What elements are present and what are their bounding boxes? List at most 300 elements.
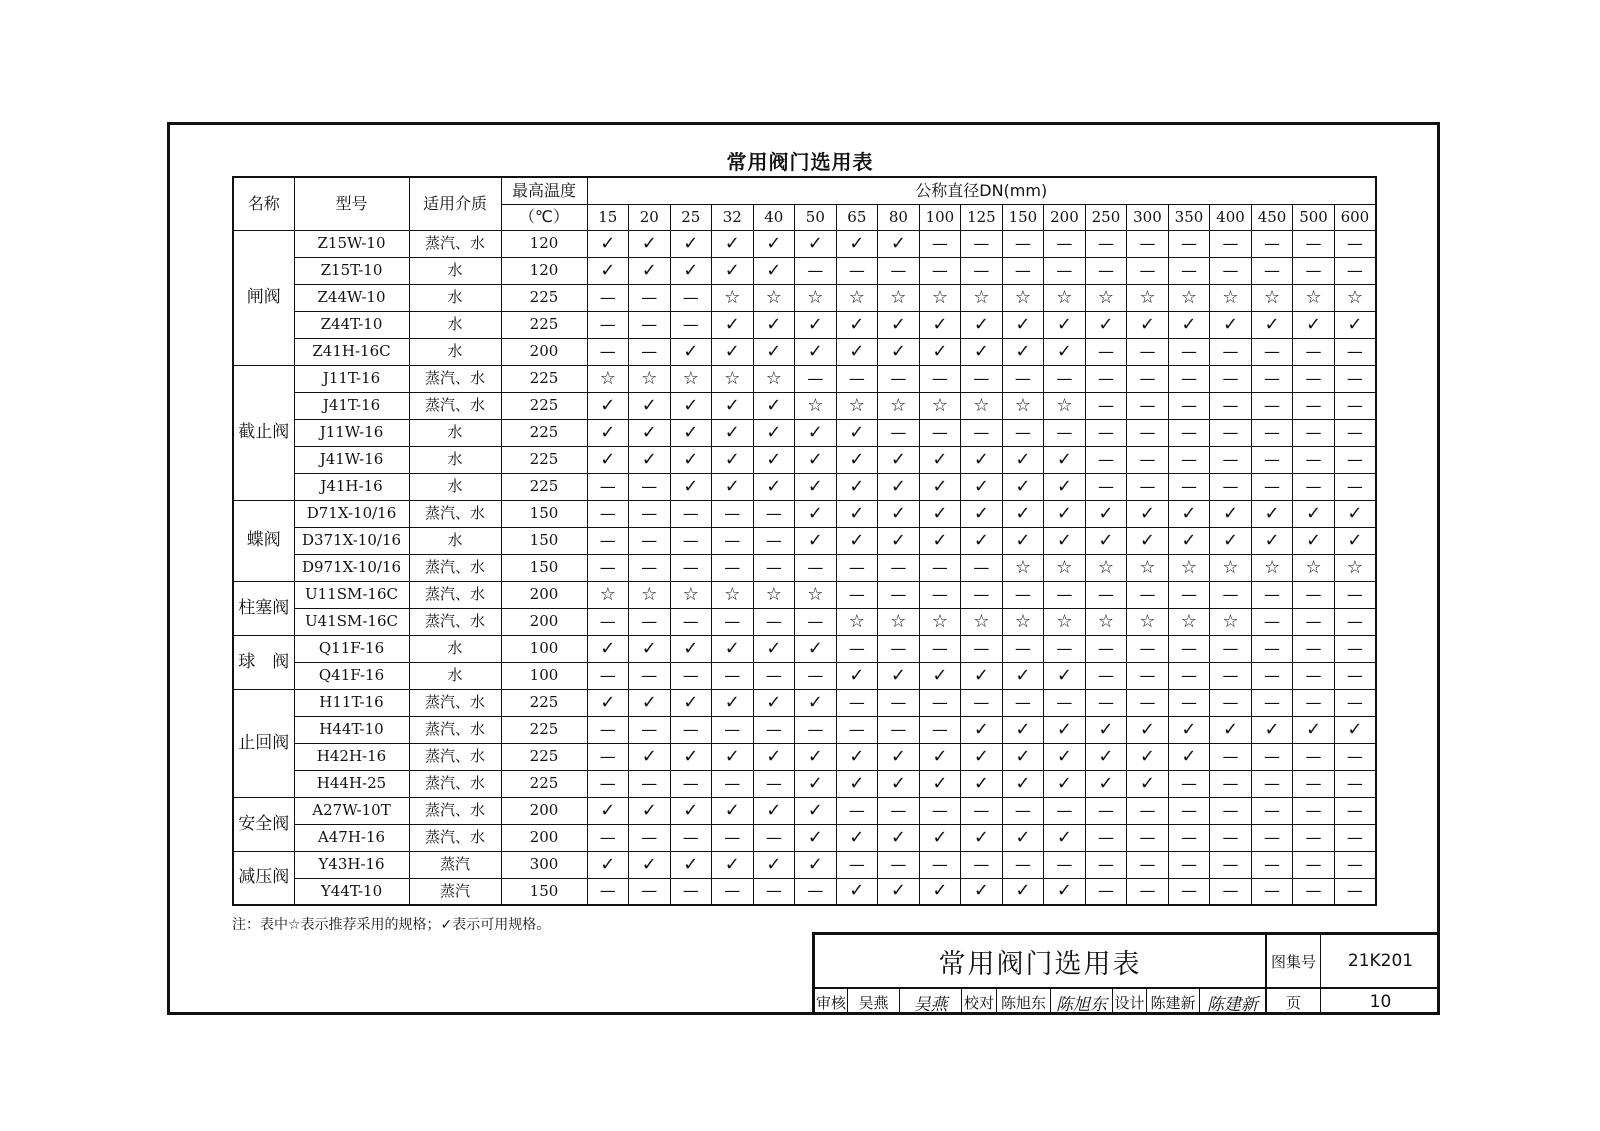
- page-number: 10: [1369, 992, 1392, 1012]
- valve-model: A27W-10T: [294, 797, 409, 824]
- recommended-mark: ☆: [1334, 284, 1376, 311]
- header-max-temp-unit: （℃）: [501, 204, 587, 230]
- available-mark: ✓: [670, 689, 712, 716]
- not-applicable-mark: —: [1210, 581, 1252, 608]
- recommended-mark: ☆: [753, 365, 795, 392]
- not-applicable-mark: —: [795, 662, 837, 689]
- valve-medium: 蒸汽、水: [409, 554, 501, 581]
- not-applicable-mark: —: [1085, 581, 1127, 608]
- not-applicable-mark: —: [1127, 392, 1169, 419]
- not-applicable-mark: —: [1334, 338, 1376, 365]
- valve-model: D71X-10/16: [294, 500, 409, 527]
- valve-medium: 蒸汽、水: [409, 608, 501, 635]
- not-applicable-mark: —: [1334, 797, 1376, 824]
- dn-size-header: 15: [587, 204, 629, 230]
- available-mark: ✓: [587, 392, 629, 419]
- table-row: [233, 635, 1376, 662]
- not-applicable-mark: —: [1085, 230, 1127, 257]
- not-applicable-mark: —: [1251, 770, 1293, 797]
- review-label: 审核: [815, 989, 848, 1015]
- available-mark: ✓: [712, 230, 754, 257]
- valve-model: J41T-16: [294, 392, 409, 419]
- valve-type-name: 减压阀: [233, 851, 294, 905]
- not-applicable-mark: —: [753, 824, 795, 851]
- available-mark: ✓: [1127, 770, 1169, 797]
- valve-max-temp: 225: [501, 689, 587, 716]
- not-applicable-mark: —: [1334, 365, 1376, 392]
- valve-model: H44H-25: [294, 770, 409, 797]
- not-applicable-mark: —: [1127, 824, 1169, 851]
- available-mark: ✓: [1168, 500, 1210, 527]
- header-medium: 适用介质: [409, 177, 501, 230]
- available-mark: ✓: [836, 662, 878, 689]
- not-applicable-mark: —: [587, 554, 629, 581]
- valve-max-temp: 225: [501, 419, 587, 446]
- recommended-mark: ☆: [587, 365, 629, 392]
- not-applicable-mark: —: [1251, 365, 1293, 392]
- available-mark: ✓: [1085, 311, 1127, 338]
- dn-size-header: 32: [712, 204, 754, 230]
- not-applicable-mark: —: [1127, 230, 1169, 257]
- available-mark: ✓: [1002, 716, 1044, 743]
- available-mark: ✓: [878, 743, 920, 770]
- design-label: 设计: [1113, 989, 1147, 1015]
- not-applicable-mark: —: [670, 554, 712, 581]
- table-row: [233, 527, 1376, 554]
- not-applicable-mark: —: [712, 824, 754, 851]
- valve-type-name: 安全阀: [233, 797, 294, 851]
- not-applicable-mark: —: [961, 419, 1003, 446]
- table-row: [233, 662, 1376, 689]
- not-applicable-mark: —: [1127, 797, 1169, 824]
- not-applicable-mark: —: [1293, 419, 1335, 446]
- not-applicable-mark: —: [1044, 230, 1086, 257]
- not-applicable-mark: —: [919, 554, 961, 581]
- not-applicable-mark: —: [878, 365, 920, 392]
- available-mark: ✓: [753, 797, 795, 824]
- not-applicable-mark: —: [1251, 446, 1293, 473]
- not-applicable-mark: —: [1293, 635, 1335, 662]
- valve-max-temp: 120: [501, 257, 587, 284]
- checker-signature: 陈旭东: [1051, 989, 1113, 1015]
- not-applicable-mark: —: [1168, 473, 1210, 500]
- available-mark: ✓: [712, 851, 754, 878]
- not-applicable-mark: —: [1210, 473, 1252, 500]
- available-mark: ✓: [961, 743, 1003, 770]
- valve-medium: 蒸汽、水: [409, 743, 501, 770]
- not-applicable-mark: —: [1251, 230, 1293, 257]
- available-mark: ✓: [1002, 662, 1044, 689]
- available-mark: ✓: [1168, 527, 1210, 554]
- available-mark: ✓: [1210, 500, 1252, 527]
- not-applicable-mark: —: [1293, 473, 1335, 500]
- not-applicable-mark: —: [1210, 257, 1252, 284]
- recommended-mark: ☆: [1002, 608, 1044, 635]
- available-mark: ✓: [1002, 446, 1044, 473]
- not-applicable-mark: —: [1168, 338, 1210, 365]
- available-mark: ✓: [1002, 743, 1044, 770]
- not-applicable-mark: —: [961, 581, 1003, 608]
- recommended-mark: ☆: [1334, 554, 1376, 581]
- not-applicable-mark: —: [629, 662, 671, 689]
- recommended-mark: ☆: [1002, 284, 1044, 311]
- not-applicable-mark: —: [1168, 878, 1210, 905]
- available-mark: ✓: [1127, 527, 1169, 554]
- not-applicable-mark: —: [1251, 851, 1293, 878]
- recommended-mark: ☆: [878, 284, 920, 311]
- available-mark: ✓: [961, 527, 1003, 554]
- not-applicable-mark: —: [1127, 878, 1169, 905]
- check-label: 校对: [962, 989, 997, 1015]
- valve-medium: 水: [409, 635, 501, 662]
- not-applicable-mark: —: [795, 878, 837, 905]
- available-mark: ✓: [1085, 770, 1127, 797]
- not-applicable-mark: —: [1002, 581, 1044, 608]
- not-applicable-mark: —: [1127, 581, 1169, 608]
- valve-medium: 水: [409, 257, 501, 284]
- valve-type-name: 球 阀: [233, 635, 294, 689]
- valve-medium: 水: [409, 446, 501, 473]
- recommended-mark: ☆: [1044, 554, 1086, 581]
- available-mark: ✓: [1085, 500, 1127, 527]
- available-mark: ✓: [1002, 500, 1044, 527]
- table-row: [233, 824, 1376, 851]
- page-label: 页: [1267, 989, 1321, 1015]
- available-mark: ✓: [629, 635, 671, 662]
- not-applicable-mark: —: [836, 689, 878, 716]
- valve-selection-table: [232, 176, 1377, 906]
- recommended-mark: ☆: [878, 392, 920, 419]
- table-row: [233, 230, 1376, 257]
- valve-model: U41SM-16C: [294, 608, 409, 635]
- not-applicable-mark: —: [1002, 635, 1044, 662]
- available-mark: ✓: [753, 257, 795, 284]
- available-mark: ✓: [1044, 743, 1086, 770]
- recommended-mark: ☆: [670, 365, 712, 392]
- not-applicable-mark: —: [670, 662, 712, 689]
- available-mark: ✓: [795, 635, 837, 662]
- available-mark: ✓: [795, 527, 837, 554]
- not-applicable-mark: —: [961, 851, 1003, 878]
- recommended-mark: ☆: [587, 581, 629, 608]
- not-applicable-mark: —: [1210, 824, 1252, 851]
- not-applicable-mark: —: [1085, 473, 1127, 500]
- not-applicable-mark: —: [1168, 581, 1210, 608]
- available-mark: ✓: [1334, 311, 1376, 338]
- dn-size-header: 450: [1251, 204, 1293, 230]
- recommended-mark: ☆: [712, 581, 754, 608]
- not-applicable-mark: —: [1044, 689, 1086, 716]
- not-applicable-mark: —: [1210, 338, 1252, 365]
- not-applicable-mark: —: [919, 689, 961, 716]
- available-mark: ✓: [753, 311, 795, 338]
- table-row: [233, 284, 1376, 311]
- not-applicable-mark: —: [1334, 419, 1376, 446]
- available-mark: ✓: [961, 824, 1003, 851]
- not-applicable-mark: —: [712, 500, 754, 527]
- not-applicable-mark: —: [836, 581, 878, 608]
- available-mark: ✓: [1002, 878, 1044, 905]
- recommended-mark: ☆: [1085, 554, 1127, 581]
- available-mark: ✓: [795, 770, 837, 797]
- not-applicable-mark: —: [919, 581, 961, 608]
- not-applicable-mark: —: [712, 527, 754, 554]
- recommended-mark: ☆: [1002, 392, 1044, 419]
- recommended-mark: ☆: [795, 392, 837, 419]
- not-applicable-mark: —: [1085, 365, 1127, 392]
- not-applicable-mark: —: [629, 311, 671, 338]
- available-mark: ✓: [878, 527, 920, 554]
- available-mark: ✓: [753, 230, 795, 257]
- valve-model: Z44T-10: [294, 311, 409, 338]
- not-applicable-mark: —: [1251, 608, 1293, 635]
- valve-max-temp: 225: [501, 473, 587, 500]
- available-mark: ✓: [961, 311, 1003, 338]
- not-applicable-mark: —: [670, 527, 712, 554]
- not-applicable-mark: —: [587, 662, 629, 689]
- table-row: [233, 770, 1376, 797]
- recommended-mark: ☆: [878, 608, 920, 635]
- available-mark: ✓: [919, 311, 961, 338]
- not-applicable-mark: —: [795, 365, 837, 392]
- not-applicable-mark: —: [1251, 743, 1293, 770]
- not-applicable-mark: —: [1127, 257, 1169, 284]
- not-applicable-mark: —: [1085, 446, 1127, 473]
- not-applicable-mark: —: [753, 662, 795, 689]
- not-applicable-mark: —: [1127, 662, 1169, 689]
- available-mark: ✓: [712, 743, 754, 770]
- not-applicable-mark: —: [795, 716, 837, 743]
- not-applicable-mark: —: [587, 500, 629, 527]
- valve-model: Z15T-10: [294, 257, 409, 284]
- not-applicable-mark: —: [919, 716, 961, 743]
- not-applicable-mark: —: [587, 770, 629, 797]
- available-mark: ✓: [795, 419, 837, 446]
- not-applicable-mark: —: [1334, 689, 1376, 716]
- available-mark: ✓: [629, 419, 671, 446]
- not-applicable-mark: —: [1251, 473, 1293, 500]
- available-mark: ✓: [919, 500, 961, 527]
- recommended-mark: ☆: [1251, 554, 1293, 581]
- not-applicable-mark: —: [878, 689, 920, 716]
- valve-medium: 蒸汽、水: [409, 365, 501, 392]
- valve-type-name: 闸阀: [233, 230, 294, 365]
- not-applicable-mark: —: [1044, 581, 1086, 608]
- available-mark: ✓: [1044, 446, 1086, 473]
- dn-size-header: 100: [919, 204, 961, 230]
- recommended-mark: ☆: [712, 365, 754, 392]
- valve-type-name: 止回阀: [233, 689, 294, 797]
- available-mark: ✓: [1002, 527, 1044, 554]
- header-model: 型号: [294, 177, 409, 230]
- not-applicable-mark: —: [1002, 257, 1044, 284]
- dn-size-header: 500: [1293, 204, 1335, 230]
- available-mark: ✓: [587, 419, 629, 446]
- not-applicable-mark: —: [1293, 824, 1335, 851]
- not-applicable-mark: —: [836, 716, 878, 743]
- not-applicable-mark: —: [1293, 608, 1335, 635]
- not-applicable-mark: —: [670, 608, 712, 635]
- not-applicable-mark: —: [878, 419, 920, 446]
- not-applicable-mark: —: [1044, 635, 1086, 662]
- available-mark: ✓: [1044, 716, 1086, 743]
- available-mark: ✓: [1044, 473, 1086, 500]
- not-applicable-mark: —: [1085, 662, 1127, 689]
- available-mark: ✓: [1251, 527, 1293, 554]
- valve-model: A47H-16: [294, 824, 409, 851]
- available-mark: ✓: [795, 446, 837, 473]
- not-applicable-mark: —: [1210, 662, 1252, 689]
- available-mark: ✓: [753, 689, 795, 716]
- dn-size-header: 300: [1127, 204, 1169, 230]
- recommended-mark: ☆: [1210, 554, 1252, 581]
- valve-max-temp: 225: [501, 716, 587, 743]
- recommended-mark: ☆: [753, 581, 795, 608]
- available-mark: ✓: [1293, 527, 1335, 554]
- not-applicable-mark: —: [587, 527, 629, 554]
- not-applicable-mark: —: [1251, 419, 1293, 446]
- available-mark: ✓: [753, 446, 795, 473]
- not-applicable-mark: —: [1334, 743, 1376, 770]
- header-name: 名称: [233, 177, 294, 230]
- available-mark: ✓: [878, 662, 920, 689]
- available-mark: ✓: [836, 446, 878, 473]
- valve-model: J41W-16: [294, 446, 409, 473]
- available-mark: ✓: [795, 230, 837, 257]
- not-applicable-mark: —: [629, 338, 671, 365]
- valve-model: U11SM-16C: [294, 581, 409, 608]
- recommended-mark: ☆: [712, 284, 754, 311]
- not-applicable-mark: —: [1002, 689, 1044, 716]
- available-mark: ✓: [1168, 716, 1210, 743]
- not-applicable-mark: —: [961, 554, 1003, 581]
- designer-signature: 陈建新: [1200, 989, 1267, 1015]
- valve-max-temp: 120: [501, 230, 587, 257]
- not-applicable-mark: —: [1085, 689, 1127, 716]
- not-applicable-mark: —: [753, 770, 795, 797]
- not-applicable-mark: —: [1210, 878, 1252, 905]
- available-mark: ✓: [1085, 716, 1127, 743]
- not-applicable-mark: —: [587, 311, 629, 338]
- available-mark: ✓: [919, 770, 961, 797]
- available-mark: ✓: [1002, 473, 1044, 500]
- not-applicable-mark: —: [753, 878, 795, 905]
- valve-max-temp: 225: [501, 392, 587, 419]
- valve-model: D371X-10/16: [294, 527, 409, 554]
- valve-max-temp: 200: [501, 797, 587, 824]
- not-applicable-mark: —: [795, 257, 837, 284]
- not-applicable-mark: —: [1293, 878, 1335, 905]
- not-applicable-mark: —: [1293, 365, 1335, 392]
- dn-size-header: 40: [753, 204, 795, 230]
- not-applicable-mark: —: [1210, 851, 1252, 878]
- available-mark: ✓: [1251, 500, 1293, 527]
- not-applicable-mark: —: [1127, 851, 1169, 878]
- dn-size-header: 25: [670, 204, 712, 230]
- available-mark: ✓: [878, 824, 920, 851]
- not-applicable-mark: —: [1044, 419, 1086, 446]
- valve-medium: 蒸汽、水: [409, 797, 501, 824]
- available-mark: ✓: [919, 338, 961, 365]
- valve-medium: 蒸汽、水: [409, 716, 501, 743]
- not-applicable-mark: —: [753, 716, 795, 743]
- not-applicable-mark: —: [1002, 419, 1044, 446]
- not-applicable-mark: —: [1210, 446, 1252, 473]
- available-mark: ✓: [670, 743, 712, 770]
- not-applicable-mark: —: [1293, 257, 1335, 284]
- available-mark: ✓: [795, 473, 837, 500]
- available-mark: ✓: [836, 473, 878, 500]
- not-applicable-mark: —: [1251, 689, 1293, 716]
- not-applicable-mark: —: [1210, 689, 1252, 716]
- available-mark: ✓: [629, 446, 671, 473]
- available-mark: ✓: [919, 527, 961, 554]
- not-applicable-mark: —: [629, 554, 671, 581]
- recommended-mark: ☆: [1127, 608, 1169, 635]
- available-mark: ✓: [836, 878, 878, 905]
- not-applicable-mark: —: [1251, 824, 1293, 851]
- dn-size-header: 600: [1334, 204, 1376, 230]
- valve-max-temp: 200: [501, 338, 587, 365]
- valve-medium: 蒸汽、水: [409, 689, 501, 716]
- header-dn: 公称直径DN(mm): [587, 177, 1376, 204]
- recommended-mark: ☆: [1168, 554, 1210, 581]
- not-applicable-mark: —: [1127, 338, 1169, 365]
- not-applicable-mark: —: [1085, 878, 1127, 905]
- not-applicable-mark: —: [1168, 419, 1210, 446]
- table-row: [233, 365, 1376, 392]
- not-applicable-mark: —: [1168, 257, 1210, 284]
- header-max-temp: 最高温度: [501, 177, 587, 204]
- valve-medium: 蒸汽、水: [409, 230, 501, 257]
- available-mark: ✓: [961, 446, 1003, 473]
- available-mark: ✓: [670, 851, 712, 878]
- valve-max-temp: 225: [501, 311, 587, 338]
- available-mark: ✓: [795, 689, 837, 716]
- dn-size-header: 400: [1210, 204, 1252, 230]
- valve-max-temp: 150: [501, 554, 587, 581]
- available-mark: ✓: [878, 230, 920, 257]
- designer-name: 陈建新: [1147, 989, 1200, 1015]
- not-applicable-mark: —: [670, 500, 712, 527]
- not-applicable-mark: —: [1334, 257, 1376, 284]
- valve-max-temp: 225: [501, 743, 587, 770]
- available-mark: ✓: [919, 743, 961, 770]
- valve-medium: 蒸汽、水: [409, 500, 501, 527]
- not-applicable-mark: —: [1044, 257, 1086, 284]
- not-applicable-mark: —: [1085, 419, 1127, 446]
- available-mark: ✓: [1251, 311, 1293, 338]
- available-mark: ✓: [961, 662, 1003, 689]
- valve-medium: 水: [409, 338, 501, 365]
- valve-medium: 水: [409, 527, 501, 554]
- recommended-mark: ☆: [1168, 284, 1210, 311]
- table-row: [233, 878, 1376, 905]
- not-applicable-mark: —: [961, 797, 1003, 824]
- not-applicable-mark: —: [712, 878, 754, 905]
- available-mark: ✓: [836, 230, 878, 257]
- valve-medium: 水: [409, 473, 501, 500]
- not-applicable-mark: —: [629, 716, 671, 743]
- valve-max-temp: 200: [501, 608, 587, 635]
- not-applicable-mark: —: [919, 257, 961, 284]
- not-applicable-mark: —: [836, 554, 878, 581]
- not-applicable-mark: —: [1334, 230, 1376, 257]
- not-applicable-mark: —: [1334, 824, 1376, 851]
- recommended-mark: ☆: [961, 608, 1003, 635]
- recommended-mark: ☆: [836, 284, 878, 311]
- not-applicable-mark: —: [836, 797, 878, 824]
